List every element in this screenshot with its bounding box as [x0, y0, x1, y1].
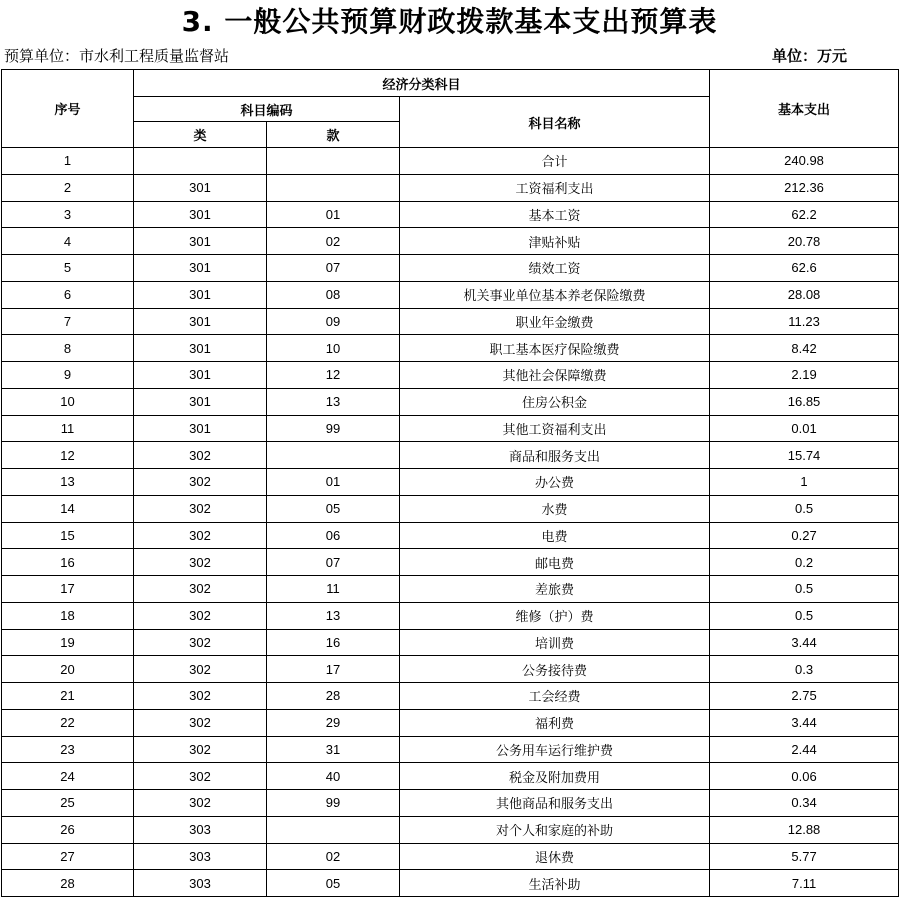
- kuan-cell: 16: [267, 629, 400, 656]
- subject-name-cell: 水费: [400, 495, 710, 522]
- table-row: [2, 736, 899, 763]
- kuan-cell: 28: [267, 683, 400, 710]
- amount-cell: 12.88: [710, 816, 899, 843]
- seq-cell: 21: [2, 683, 134, 710]
- page-title: 3. 一般公共预算财政拨款基本支出预算表: [181, 5, 718, 38]
- seq-cell: 23: [2, 736, 134, 763]
- lei-cell: 301: [134, 388, 267, 415]
- lei-cell: 302: [134, 683, 267, 710]
- table-row: [2, 656, 899, 683]
- subject-name-cell: 福利费: [400, 709, 710, 736]
- subject-name-cell: 办公费: [400, 469, 710, 496]
- lei-cell: 301: [134, 335, 267, 362]
- amount-cell: 7.11: [710, 870, 899, 897]
- lei-cell: 301: [134, 415, 267, 442]
- amount-cell: 0.5: [710, 602, 899, 629]
- lei-cell: 301: [134, 174, 267, 201]
- amount-cell: 240.98: [710, 148, 899, 175]
- amount-cell: 212.36: [710, 174, 899, 201]
- lei-cell: 302: [134, 442, 267, 469]
- lei-cell: 302: [134, 549, 267, 576]
- seq-cell: 20: [2, 656, 134, 683]
- amount-cell: 0.2: [710, 549, 899, 576]
- kuan-cell: 08: [267, 281, 400, 308]
- seq-cell: 5: [2, 255, 134, 282]
- subject-name-cell: 培训费: [400, 629, 710, 656]
- kuan-cell: 12: [267, 362, 400, 389]
- lei-cell: 302: [134, 602, 267, 629]
- kuan-cell: 40: [267, 763, 400, 790]
- amount-cell: 0.3: [710, 656, 899, 683]
- kuan-cell: 11: [267, 576, 400, 603]
- table-row: [2, 415, 899, 442]
- lei-cell: 301: [134, 308, 267, 335]
- table-row: [2, 335, 899, 362]
- kuan-cell: [267, 148, 400, 175]
- table-row: [2, 602, 899, 629]
- seq-cell: 24: [2, 763, 134, 790]
- seq-cell: 26: [2, 816, 134, 843]
- kuan-cell: 02: [267, 843, 400, 870]
- seq-cell: 18: [2, 602, 134, 629]
- lei-cell: 302: [134, 495, 267, 522]
- header-subject-code: 科目编码: [134, 97, 400, 122]
- seq-cell: 14: [2, 495, 134, 522]
- kuan-cell: 99: [267, 415, 400, 442]
- kuan-cell: 29: [267, 709, 400, 736]
- subject-name-cell: 公务接待费: [400, 656, 710, 683]
- budget-unit-label: 预算单位：市水利工程质量监督站: [4, 47, 230, 65]
- seq-cell: 17: [2, 576, 134, 603]
- amount-cell: 8.42: [710, 335, 899, 362]
- kuan-cell: 07: [267, 255, 400, 282]
- header-kuan: 款: [267, 122, 400, 148]
- table-row: [2, 495, 899, 522]
- lei-cell: 302: [134, 736, 267, 763]
- subject-name-cell: 商品和服务支出: [400, 442, 710, 469]
- seq-cell: 10: [2, 388, 134, 415]
- table-row: [2, 388, 899, 415]
- kuan-cell: 01: [267, 469, 400, 496]
- subject-name-cell: 其他商品和服务支出: [400, 790, 710, 817]
- amount-cell: 2.44: [710, 736, 899, 763]
- seq-cell: 7: [2, 308, 134, 335]
- lei-cell: 302: [134, 469, 267, 496]
- seq-cell: 12: [2, 442, 134, 469]
- subject-name-cell: 合计: [400, 148, 710, 175]
- amount-cell: 11.23: [710, 308, 899, 335]
- subject-name-cell: 基本工资: [400, 201, 710, 228]
- kuan-cell: 05: [267, 495, 400, 522]
- amount-cell: 1: [710, 469, 899, 496]
- seq-cell: 28: [2, 870, 134, 897]
- amount-cell: 20.78: [710, 228, 899, 255]
- lei-cell: 302: [134, 709, 267, 736]
- seq-cell: 6: [2, 281, 134, 308]
- subject-name-cell: 对个人和家庭的补助: [400, 816, 710, 843]
- amount-cell: 0.27: [710, 522, 899, 549]
- table-row: [2, 629, 899, 656]
- header-subject-name: 科目名称: [400, 97, 710, 148]
- table-row: [2, 442, 899, 469]
- lei-cell: 301: [134, 362, 267, 389]
- amount-cell: 28.08: [710, 281, 899, 308]
- amount-cell: 3.44: [710, 709, 899, 736]
- table-row: [2, 763, 899, 790]
- table-header: [2, 70, 899, 148]
- lei-cell: 301: [134, 228, 267, 255]
- header-lei: 类: [134, 122, 267, 148]
- kuan-cell: 99: [267, 790, 400, 817]
- subject-name-cell: 津贴补贴: [400, 228, 710, 255]
- table-row: [2, 683, 899, 710]
- table-row: [2, 790, 899, 817]
- amount-cell: 2.19: [710, 362, 899, 389]
- table-row: [2, 843, 899, 870]
- seq-cell: 8: [2, 335, 134, 362]
- amount-cell: 0.01: [710, 415, 899, 442]
- seq-cell: 3: [2, 201, 134, 228]
- seq-cell: 9: [2, 362, 134, 389]
- subject-name-cell: 其他工资福利支出: [400, 415, 710, 442]
- amount-cell: 5.77: [710, 843, 899, 870]
- subject-name-cell: 其他社会保障缴费: [400, 362, 710, 389]
- seq-cell: 27: [2, 843, 134, 870]
- table-row: [2, 308, 899, 335]
- kuan-cell: [267, 174, 400, 201]
- seq-cell: 16: [2, 549, 134, 576]
- table-row: [2, 576, 899, 603]
- kuan-cell: 07: [267, 549, 400, 576]
- budget-table: [1, 69, 899, 897]
- lei-cell: 303: [134, 870, 267, 897]
- table-row: [2, 522, 899, 549]
- kuan-cell: 06: [267, 522, 400, 549]
- subject-name-cell: 生活补助: [400, 870, 710, 897]
- lei-cell: 302: [134, 522, 267, 549]
- seq-cell: 15: [2, 522, 134, 549]
- lei-cell: 303: [134, 843, 267, 870]
- subject-name-cell: 维修（护）费: [400, 602, 710, 629]
- subject-name-cell: 工会经费: [400, 683, 710, 710]
- amount-cell: 3.44: [710, 629, 899, 656]
- seq-cell: 19: [2, 629, 134, 656]
- kuan-cell: [267, 816, 400, 843]
- table-row: [2, 709, 899, 736]
- header-basic-expense: 基本支出: [710, 70, 899, 148]
- kuan-cell: 17: [267, 656, 400, 683]
- seq-cell: 1: [2, 148, 134, 175]
- seq-cell: 25: [2, 790, 134, 817]
- table-row: [2, 281, 899, 308]
- lei-cell: 303: [134, 816, 267, 843]
- lei-cell: 302: [134, 790, 267, 817]
- header-seq: 序号: [2, 70, 134, 148]
- seq-cell: 13: [2, 469, 134, 496]
- table-row: [2, 469, 899, 496]
- amount-cell: 0.5: [710, 576, 899, 603]
- subject-name-cell: 差旅费: [400, 576, 710, 603]
- subject-name-cell: 机关事业单位基本养老保险缴费: [400, 281, 710, 308]
- amount-cell: 0.5: [710, 495, 899, 522]
- lei-cell: 302: [134, 576, 267, 603]
- subject-name-cell: 住房公积金: [400, 388, 710, 415]
- table-row: [2, 362, 899, 389]
- lei-cell: [134, 148, 267, 175]
- seq-cell: 4: [2, 228, 134, 255]
- subject-name-cell: 职业年金缴费: [400, 308, 710, 335]
- subject-name-cell: 税金及附加费用: [400, 763, 710, 790]
- amount-cell: 16.85: [710, 388, 899, 415]
- lei-cell: 301: [134, 201, 267, 228]
- amount-cell: 62.2: [710, 201, 899, 228]
- lei-cell: 302: [134, 656, 267, 683]
- currency-unit-label: 单位：万元: [771, 47, 847, 65]
- kuan-cell: 13: [267, 602, 400, 629]
- seq-cell: 11: [2, 415, 134, 442]
- lei-cell: 301: [134, 281, 267, 308]
- kuan-cell: 10: [267, 335, 400, 362]
- amount-cell: 2.75: [710, 683, 899, 710]
- subject-name-cell: 绩效工资: [400, 255, 710, 282]
- table-row: [2, 255, 899, 282]
- table-body: [2, 148, 899, 897]
- subject-name-cell: 工资福利支出: [400, 174, 710, 201]
- seq-cell: 2: [2, 174, 134, 201]
- subject-name-cell: 退休费: [400, 843, 710, 870]
- kuan-cell: 05: [267, 870, 400, 897]
- amount-cell: 0.34: [710, 790, 899, 817]
- kuan-cell: 31: [267, 736, 400, 763]
- lei-cell: 302: [134, 763, 267, 790]
- subject-name-cell: 电费: [400, 522, 710, 549]
- lei-cell: 302: [134, 629, 267, 656]
- table-row: [2, 870, 899, 897]
- header-econ-category: 经济分类科目: [134, 70, 710, 97]
- kuan-cell: 09: [267, 308, 400, 335]
- kuan-cell: [267, 442, 400, 469]
- table-row: [2, 201, 899, 228]
- kuan-cell: 02: [267, 228, 400, 255]
- subject-name-cell: 邮电费: [400, 549, 710, 576]
- kuan-cell: 13: [267, 388, 400, 415]
- amount-cell: 62.6: [710, 255, 899, 282]
- kuan-cell: 01: [267, 201, 400, 228]
- table-row: [2, 148, 899, 175]
- lei-cell: 301: [134, 255, 267, 282]
- subject-name-cell: 职工基本医疗保险缴费: [400, 335, 710, 362]
- subject-name-cell: 公务用车运行维护费: [400, 736, 710, 763]
- table-row: [2, 174, 899, 201]
- table-row: [2, 549, 899, 576]
- amount-cell: 0.06: [710, 763, 899, 790]
- seq-cell: 22: [2, 709, 134, 736]
- table-row: [2, 228, 899, 255]
- table-row: [2, 816, 899, 843]
- amount-cell: 15.74: [710, 442, 899, 469]
